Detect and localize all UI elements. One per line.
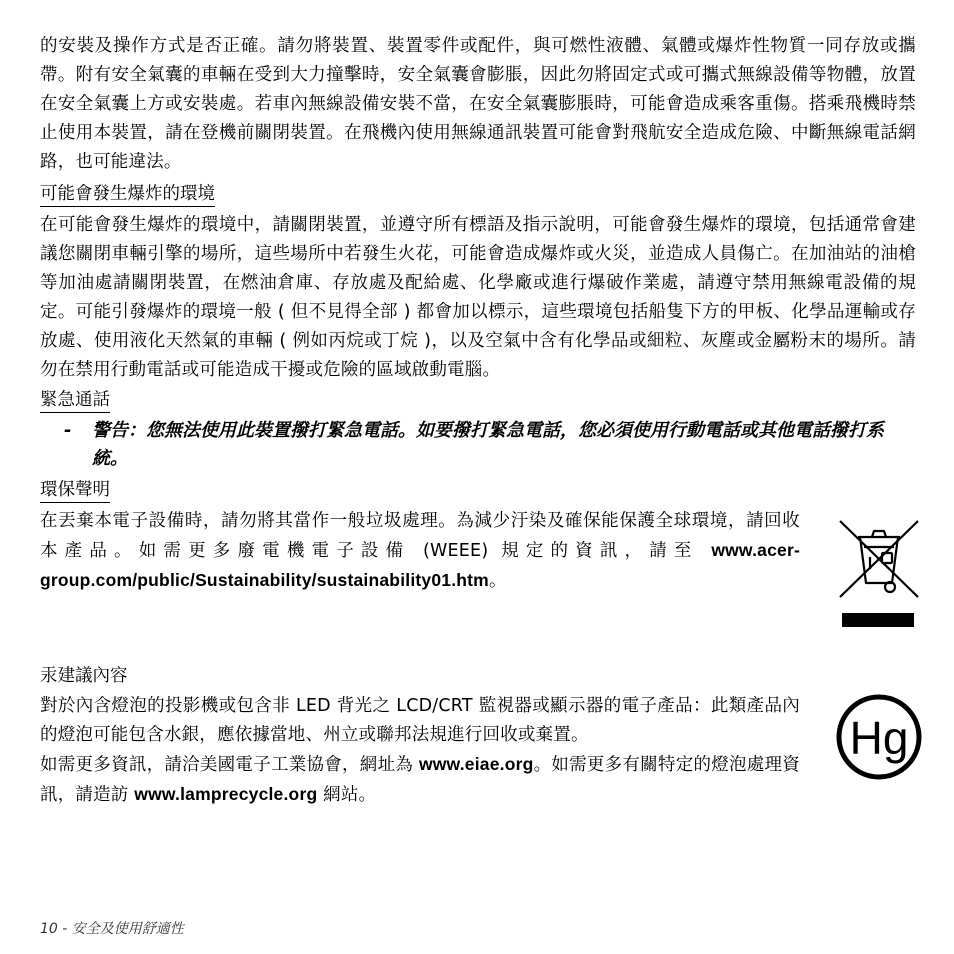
warning-dash: - — [64, 420, 72, 441]
environment-text-after: 。 — [488, 571, 507, 591]
mercury-text-after: 網站。 — [317, 785, 377, 805]
mercury-paragraph-2 — [40, 750, 800, 810]
mercury-section — [40, 692, 916, 810]
mercury-text-mid: 。如需更多有關特定的燈泡處理資訊，請造訪 — [40, 755, 800, 805]
explosive-heading: 可能會發生爆炸的環境 — [40, 183, 215, 207]
mercury-paragraph-1: 對於內含燈泡的投影機或包含非 LED 背光之 LCD/CRT 監視器或顯示器的電子產品：此類產品內的燈泡可能包含水銀，應依據當地、州立或聯邦法規進行回收或棄置。 — [40, 696, 800, 745]
mercury-text-before: 如需更多資訊，請洽美國電子工業協會，網址為 — [40, 755, 419, 775]
page-content — [40, 32, 916, 810]
explosive-heading-wrap — [40, 183, 916, 207]
environment-heading-wrap — [40, 479, 916, 503]
eiae-link[interactable]: www.eiae.org — [418, 754, 534, 774]
emergency-warning — [64, 417, 916, 473]
weee-crossed-bin-icon — [834, 513, 924, 637]
weee-link[interactable]: www.acer-group.com/public/Sustainability/sustainability01.htm — [40, 540, 800, 590]
warning-text: 警告：您無法使用此裝置撥打緊急電話。如要撥打緊急電話，您必須使用行動電話或其他電話撥打系統。 — [92, 420, 884, 469]
page-footer: 10 - 安全及使用舒適性 — [40, 921, 184, 937]
hg-label: Hg — [849, 712, 909, 764]
environment-text-before: 在丟棄本電子設備時，請勿將其當作一般垃圾處理。為減少汙染及確保能保護全球環境，請回收本產品。如需更多廢電機電子設備 (WEEE) 規定的資訊，請至 — [40, 511, 800, 561]
emergency-heading-wrap — [40, 389, 916, 413]
emergency-heading: 緊急通話 — [40, 389, 110, 413]
lamprecycle-link[interactable]: www.lamprecycle.org — [134, 784, 318, 804]
environment-paragraph — [40, 507, 800, 596]
mercury-heading: 汞建議內容 — [40, 666, 128, 686]
environment-heading: 環保聲明 — [40, 479, 110, 503]
explosive-paragraph: 在可能會發生爆炸的環境中，請關閉裝置，並遵守所有標語及指示說明，可能會發生爆炸的環境，包括通常會建議您關閉車輛引擎的場所，這些場所中若發生火花，可能會造成爆炸或火災，並造成人員傷亡。在加油站的油槍等加油處請關閉裝置，在燃油倉庫、存放處及配給處、化學廠或進行爆破作業處，請遵守禁用無線電設備的規定。可能引發爆炸的環境一般 ( 但不見得全部 ) 都會加以標示，這些環境包括船隻下方的甲板、化學品運輸或存放處、使用液化天然氣的車輛 ( 例如丙烷或丁烷 )，以及空氣中含有化學品或細粒、灰塵或金屬粉末的場所。請勿在禁用行動電話或可能造成干擾或危險的區域啟動電腦。 — [40, 215, 916, 380]
intro-paragraph: 的安裝及操作方式是否正確。請勿將裝置、裝置零件或配件，與可燃性液體、氣體或爆炸性物質一同存放或攜帶。附有安全氣囊的車輛在受到大力撞擊時，安全氣囊會膨脹，因此勿將固定式或可攜式無線設備等物體，放置在安全氣囊上方或安裝處。若車內無線設備安裝不當，在安全氣囊膨脹時，可能會造成乘客重傷。搭乘飛機時禁止使用本裝置，請在登機前關閉裝置。在飛機內使用無線通訊裝置可能會對飛航安全造成危險、中斷無線電話網路，也可能違法。 — [40, 36, 916, 172]
mercury-heading-wrap — [40, 665, 916, 688]
environment-section — [40, 507, 916, 637]
mercury-hg-icon — [834, 692, 924, 786]
mercury-text — [40, 692, 800, 810]
